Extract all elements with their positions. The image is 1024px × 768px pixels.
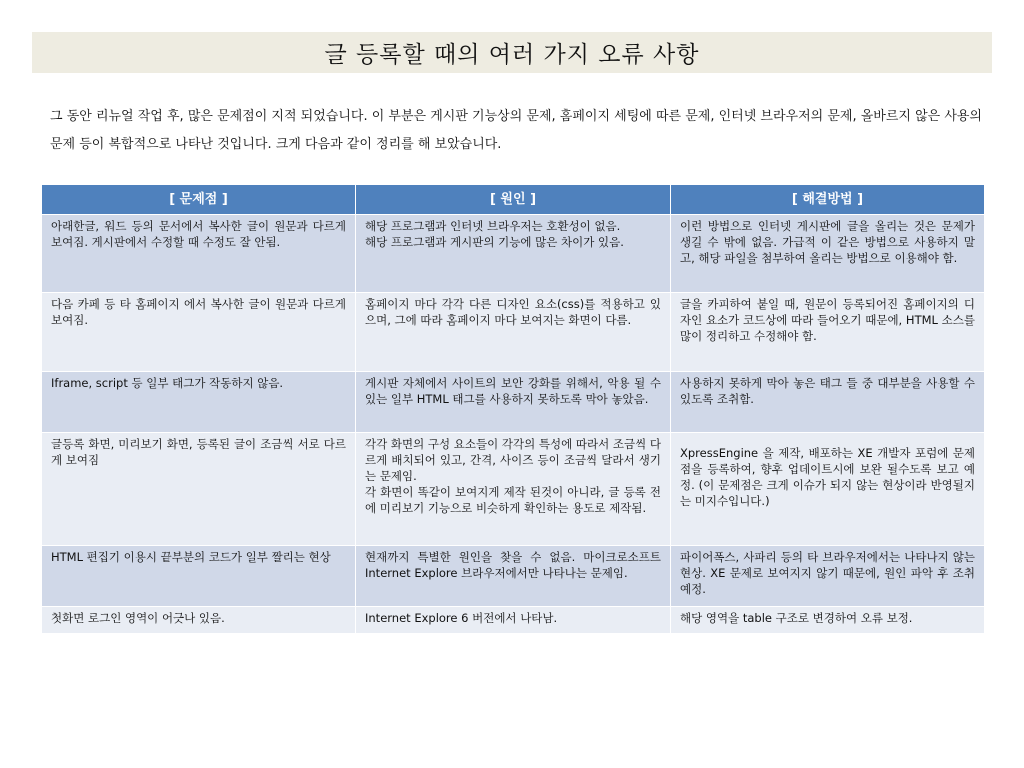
table-row [42,215,985,293]
cause-cell [356,293,671,372]
cause-line: 현재까지 특별한 원인을 찾을 수 없음. 마이크로소프트 Internet Explore 브라우저에서만 나타나는 문제임. [365,550,661,580]
cause-line: 해당 프로그램과 게시판의 기능에 많은 차이가 있음. [365,235,624,249]
solution-cell: 이런 방법으로 인터넷 게시판에 글을 올리는 것은 문제가 생길 수 밖에 없음. 가급적 이 같은 방법으로 사용하지 말고, 해당 파일을 첨부하여 올리는 방법으로 이용해야 함. [671,215,985,293]
solution-cell: 글을 카피하여 붙일 때, 원문이 등록되어진 홈페이지의 디자인 요소가 코드상에 따라 들어오기 때문에, HTML 소스를 많이 정리하고 수정해야 함. [671,293,985,372]
problem-cell: HTML 편집기 이용시 끝부분의 코드가 일부 짤리는 현상 [42,546,356,607]
cause-line: 각각 화면의 구성 요소들이 각각의 특성에 따라서 조금씩 다르게 배치되어 있고, 간격, 사이즈 등이 조금씩 달라서 생기는 문제임. [365,437,661,483]
solution-cell: 사용하지 못하게 막아 놓은 태그 들 중 대부분을 사용할 수 있도록 조취함. [671,372,985,433]
cause-cell [356,433,671,546]
problem-cell: 글등록 화면, 미리보기 화면, 등록된 글이 조금씩 서로 다르게 보여짐 [42,433,356,546]
intro-paragraph: 그 동안 리뉴얼 작업 후, 많은 문제점이 지적 되었습니다. 이 부분은 게시판 기능상의 문제, 홈페이지 세팅에 따른 문제, 인터넷 브라우저의 문제, 올바르지 않은 사용의 문제 등이 복합적으로 나타난 것입니다. 크게 다음과 같이 정리를 해 보았습니다. [50,109,982,152]
solution-cell: 해당 영역을 table 구조로 변경하여 오류 보정. [671,607,985,634]
cause-line: 해당 프로그램과 인터넷 브라우저는 호환성이 없음. [365,219,621,233]
table-header-row [42,185,985,215]
issues-table [41,184,985,634]
solution-cell: 파이어폭스, 사파리 등의 타 브라우저에서는 나타나지 않는 현상. XE 문제로 보여지지 않기 때문에, 원인 파악 후 조취 예정. [671,546,985,607]
cause-line: 게시판 자체에서 사이트의 보안 강화를 위해서, 악용 될 수 있는 일부 HTML 태그를 사용하지 못하도록 막아 놓았음. [365,376,661,406]
cause-cell [356,546,671,607]
cause-cell [356,607,671,634]
problem-cell: 첫화면 로그인 영역이 어긋나 있음. [42,607,356,634]
header-cause: [ 원인 ] [356,185,671,215]
solution-cell: XpressEngine 을 제작, 배포하는 XE 개발자 포럼에 문제점을 등록하여, 향후 업데이트시에 보완 될수도록 보고 예정. (이 문제점은 크게 이슈가 되지 않는 현상이라 반영될지는 미지수입니다.) [671,433,985,546]
table-row [42,607,985,634]
table-row [42,372,985,433]
cause-line: Internet Explore 6 버전에서 나타남. [365,611,558,625]
title-bar [32,32,992,73]
cause-line: 각 화면이 똑같이 보여지게 제작 된것이 아니라, 글 등록 전에 미리보기 기능으로 비슷하게 확인하는 용도로 제작됨. [365,485,661,515]
problem-cell: 아래한글, 워드 등의 문서에서 복사한 글이 원문과 다르게 보여짐. 게시판에서 수정할 때 수정도 잘 안됨. [42,215,356,293]
cause-cell [356,372,671,433]
header-solution: [ 해결방법 ] [671,185,985,215]
table-row [42,433,985,546]
table-row [42,546,985,607]
cause-line: 홈페이지 마다 각각 다른 디자인 요소(css)를 적용하고 있으며, 그에 따라 홈페이지 마다 보여지는 화면이 다름. [365,297,661,327]
problem-cell: 다음 카페 등 타 홈페이지 에서 복사한 글이 원문과 다르게 보여짐. [42,293,356,372]
header-problem: [ 문제점 ] [42,185,356,215]
problem-cell: Iframe, script 등 일부 태그가 작동하지 않음. [42,372,356,433]
cause-cell [356,215,671,293]
page-title: 글 등록할 때의 여러 가지 오류 사항 [324,42,700,68]
table-row [42,293,985,372]
